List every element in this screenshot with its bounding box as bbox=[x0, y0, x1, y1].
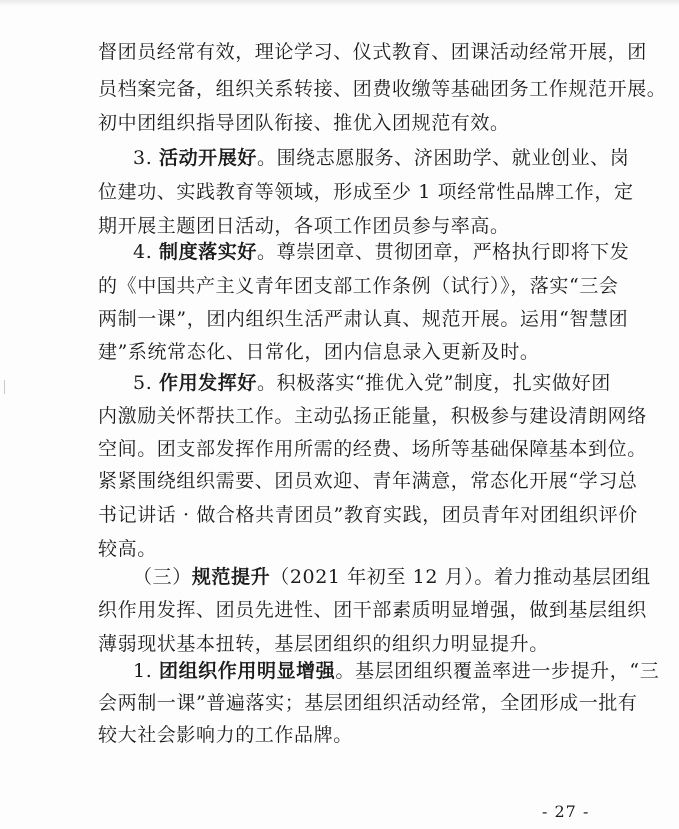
body-line: 薄弱现状基本扭转，基层团组织的组织力明显提升。 bbox=[98, 633, 549, 655]
section-number: （三） bbox=[133, 566, 192, 588]
body-line: 内激励关怀帮扶工作。主动弘扬正能量，积极参与建设清朗网络 bbox=[98, 405, 647, 427]
section-3-heading-line bbox=[133, 565, 651, 589]
item-number: 4. bbox=[133, 241, 159, 263]
item-keyword: 团组织作用明显增强 bbox=[158, 660, 336, 682]
item-3-heading-line bbox=[133, 146, 629, 170]
section-keyword: 规范提升 bbox=[191, 566, 271, 588]
item-4-heading-line bbox=[133, 240, 629, 264]
body-line: 空间。团支部发挥作用所需的经费、场所等基础保障基本到位。 bbox=[98, 438, 647, 460]
body-line: 紧紧围绕组织需要、团员欢迎、青年满意，常态化开展“学习总 bbox=[98, 470, 638, 492]
body-line: 员档案完备，组织关系转接、团费收缴等基础团务工作规范开展。 bbox=[98, 78, 667, 100]
body-line: 督团员经常有效，理论学习、仪式教育、团课活动经常开展，团 bbox=[98, 41, 647, 63]
section-text: （2021 年初至 12 月）。着力推动基层团组 bbox=[270, 566, 651, 588]
body-line: 较高。 bbox=[98, 538, 157, 560]
body-line: 书记讲话 · 做合格共青团员”教育实践，团员青年对团组织评价 bbox=[98, 504, 638, 526]
scan-mark bbox=[4, 380, 5, 394]
page-number: - 27 - bbox=[542, 802, 590, 821]
body-line: 位建功、实践教育等领域，形成至少 1 项经常性品牌工作，定 bbox=[98, 181, 634, 203]
item-5-heading-line bbox=[133, 371, 611, 395]
item-text: 。围绕志愿服务、济困助学、就业创业、岗 bbox=[256, 147, 630, 169]
body-line: 的《中国共产主义青年团支部工作条例（试行）》，落实“三会 bbox=[98, 275, 619, 297]
item-text: 。积极落实“推优入党”制度，扎实做好团 bbox=[256, 372, 611, 394]
body-line: 较大社会影响力的工作品牌。 bbox=[98, 724, 353, 746]
body-line: 会两制一课”普遍落实；基层团组织活动经常，全团形成一批有 bbox=[98, 692, 638, 714]
body-line: 建”系统常态化、日常化，团内信息录入更新及时。 bbox=[98, 341, 540, 363]
body-line: 两制一课”，团内组织生活严肃认真、规范开展。运用“智慧团 bbox=[98, 308, 629, 330]
item-number: 1. bbox=[133, 660, 159, 682]
item-number: 5. bbox=[133, 372, 159, 394]
item-text: 。尊崇团章、贯彻团章，严格执行即将下发 bbox=[256, 241, 630, 263]
item-number: 3. bbox=[133, 147, 159, 169]
body-line: 初中团组织指导团队衔接、推优入团规范有效。 bbox=[98, 112, 510, 134]
item-keyword: 作用发挥好 bbox=[158, 372, 257, 394]
scan-top-edge bbox=[0, 0, 679, 6]
body-line: 织作用发挥、团员先进性、团干部素质明显增强，做到基层组织 bbox=[98, 599, 647, 621]
item-keyword: 活动开展好 bbox=[158, 147, 257, 169]
item-1-heading-line bbox=[133, 659, 659, 683]
body-line: 期开展主题团日活动，各项工作团员参与率高。 bbox=[98, 215, 510, 237]
item-text: 。基层团组织覆盖率进一步提升，“三 bbox=[335, 660, 660, 682]
item-keyword: 制度落实好 bbox=[158, 241, 257, 263]
